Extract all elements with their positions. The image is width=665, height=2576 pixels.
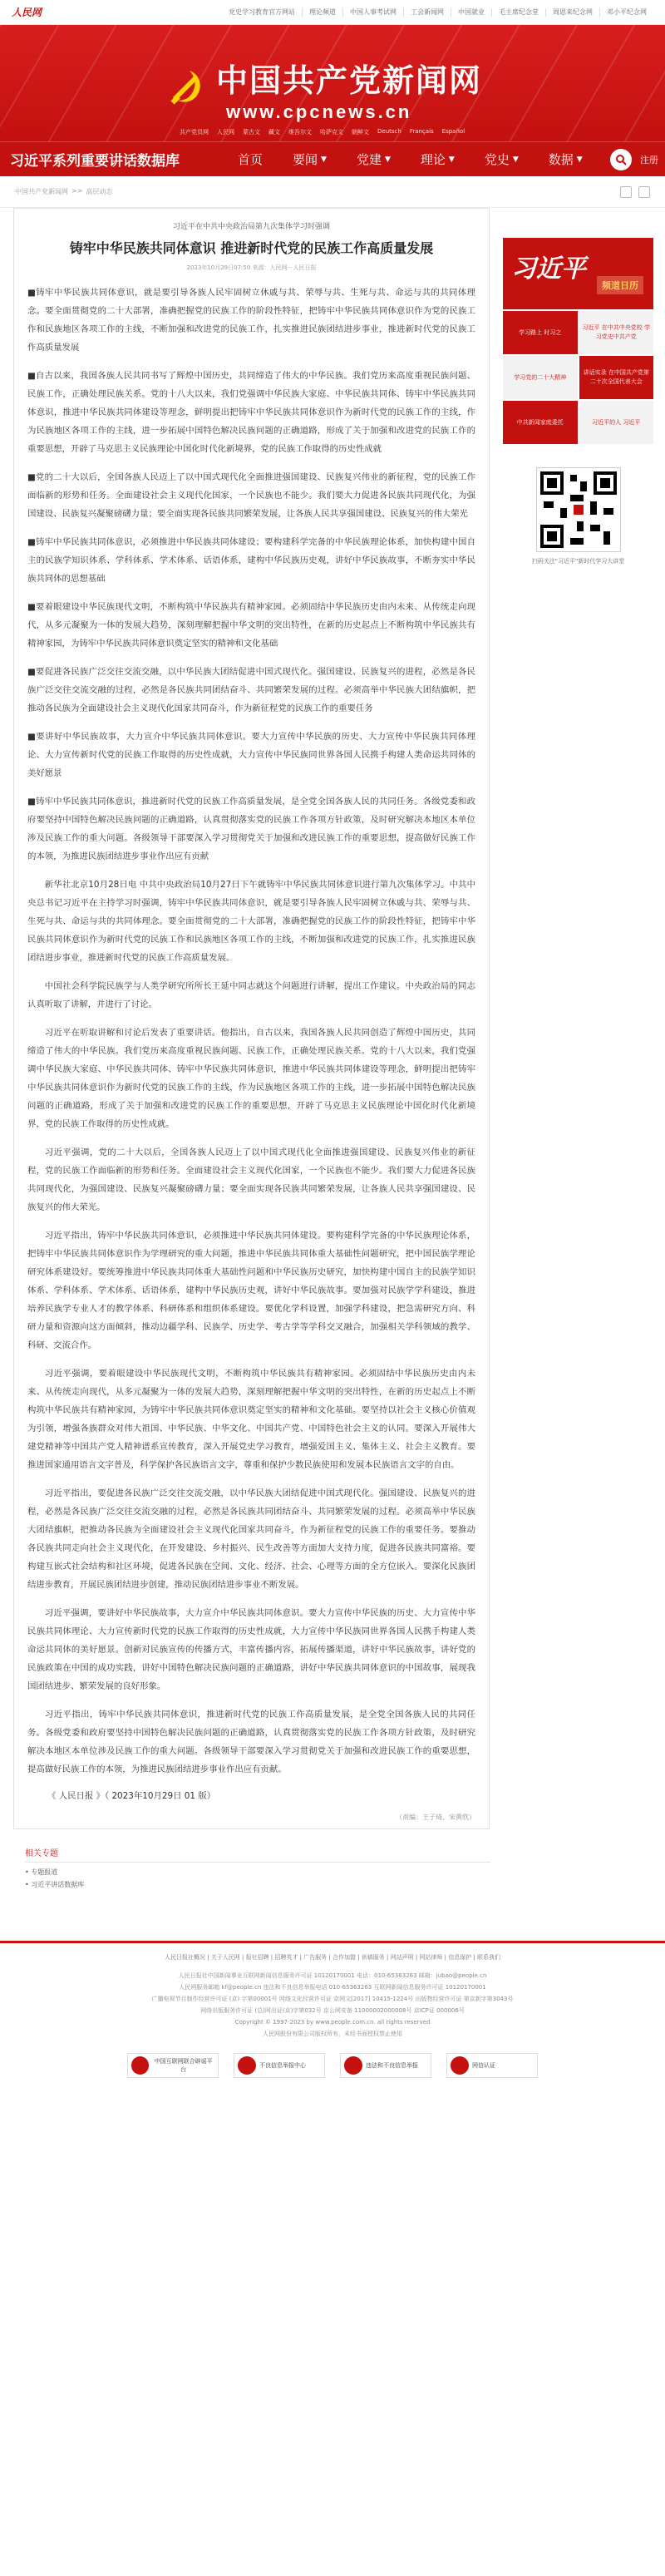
footer-badge[interactable] [446,2053,538,2078]
badge-icon [451,2056,469,2075]
language-link[interactable]: 共产党员网 [180,129,209,136]
article-source: 《 人民日报 》（ 2023年10月29日 01 版） [47,1791,216,1801]
breadcrumb-bar [0,176,665,208]
wechat-share-icon[interactable] [620,186,632,198]
people-logo-text[interactable]: 人民网 [12,7,42,18]
language-link[interactable]: Deutsch [377,128,401,135]
article-paragraph: 习近平在听取讲解和讨论后发表了重要讲话。他指出，自古以来，我国各族人民共同创造了辉煌中国历史，共同缔造了伟大的中华民族。我们党历来高度重视民族问题、民族工作，正确处理民族关系。党的十八大以来，我们党强调中华民族大家庭、中华民族共同体、铸牢中华民族共同体意识，推进中华民族共同体建设等理念，鲜明提出把铸牢中华民族共同体意识作为新时代党的民族工作的主线，作为民族地区各项工作的主线，进一步拓展中国特色解决民族问题的正确道路，形成了关于加强和改进党的民族工作的重要思想，开辟了马克思主义民族理论中国化时代化新境界，党的民族工作取得的历史性成就。 [27,1028,475,1129]
top-link[interactable]: 邓小平纪念网 [599,8,653,17]
chevron-down-icon: ▼ [576,155,583,164]
top-link[interactable]: 工会新闻网 [403,8,451,17]
nav-item-data[interactable] [534,151,598,168]
top-link[interactable]: 中国就业 [451,8,491,17]
nav-label: 党史 [484,152,510,167]
article-body [27,284,475,1779]
sidebar-tile[interactable]: 习近平的人 习近平 [579,401,654,444]
language-link[interactable]: Español [441,128,466,135]
share-icons [620,186,650,198]
search-icon [615,154,627,165]
article-paragraph: 新华社北京10月28日电 中共中央政治局10月27日下午就铸牢中华民族共同体意识进行第九次集体学习。中共中央总书记习近平在主持学习时强调，铸牢中华民族共同体意识，就是要引导各族人民牢固树立休戚与共、荣辱与共、生死与共、命运与共的共同体理念。要全面贯彻党的二十大部署，准确把握党的民族工作的阶段性特征，把铸牢中华民族共同体意识作为新时代党的民族工作和民族地区各项工作的主线，不断加强和改进党的民族工作，扎实推进民族团结进步事业，推进新时代党的民族工作高质量发展。 [27,880,475,963]
sidebar-tile[interactable]: 习近平 在中共中央党校 学习党史中共产党 [579,311,654,354]
breadcrumb [15,187,112,196]
sidebar-tile[interactable]: 讲话实录 在中国共产党第二十次全国代表大会 [579,356,654,399]
footer-badge[interactable] [127,2053,219,2078]
search-button[interactable] [610,149,632,170]
related-item[interactable]: • 习近平讲话数据库 [25,1881,85,1888]
nav-item-party-history[interactable] [470,151,534,168]
register-link[interactable]: 注册 [640,155,658,165]
badge-label: 不良信息举报中心 [259,2062,306,2069]
chevron-down-icon: ▼ [321,155,327,164]
weibo-share-icon[interactable] [638,186,650,198]
article [13,208,490,1829]
nav-item-party-building[interactable] [342,151,406,168]
site-footer [0,1941,665,2078]
language-link[interactable]: Français [409,128,434,135]
nav-item-news[interactable] [278,151,342,168]
top-link[interactable]: 党史学习教育官方网站 [229,7,295,16]
article-paragraph: 习近平强调，要着眼建设中华民族现代文明，不断构筑中华民族共有精神家园。必须固结中华民族历史由内未来、从传统走向现代，从多元凝聚为一体的发展大趋势，深刻理解把握中华文明的突出特性，在新的历史起点上不断构筑中华民族共有精神家园，为铸牢中华民族共同体意识奠定坚实的精神和文化基础。要坚持以社会主义核心价值观为引领，增强各族群众对伟大祖国、中华民族、中华文化、中国共产党、中国特色社会主义的认同。要深入开展伟大建党精神等中国共产党人精神谱系宣传教育，深入开展党史学习教育，增强爱国主义、集体主义、社会主义教育。要推进国家通用语言文字普及，科学保护各民族语言文字，尊重和保护少数民族使用和发展本民族语言文字的自由。 [27,1369,475,1470]
badge-icon [238,2056,256,2075]
related-topics [25,1846,490,1891]
article-byline: 2023年10月29日07:50 来源：人民网－人民日报 [186,264,317,271]
article-paragraph: 习近平强调，党的二十大以后，全国各族人民迈上了以中国式现代化全面推进强国建设、民族复兴伟业的新征程，党的民族工作面临新的形势和任务。全面建设社会主义现代化国家，一个民族也不能少。我们要大力促进各民族共同现代化，为强国建设、民族复兴凝聚磅礴力量；要全面实现各民族共同繁荣发展，让各族人民共享强国建设、民族复兴的伟大荣光。 [27,1147,475,1212]
chevron-down-icon: ▼ [512,155,519,164]
badge-icon [344,2056,362,2075]
article-paragraph: ■党的二十大以后，全国各族人民迈上了以中国式现代化全面推进强国建设、民族复兴伟业的新征程，党的民族工作面临新的形势和任务。全面建设社会主义现代化国家，一个民族也不能少。我们要大力促进各民族共同现代化，为强国建设、民族复兴凝聚磅礴力量；要全面实现各民族共同繁荣发展，让各族人民共享强国建设、民族复兴的伟大荣光 [27,472,475,519]
language-link[interactable]: 维吾尔文 [288,129,312,136]
footer-badge[interactable] [234,2053,325,2078]
footer-line: 人民日报社中国新闻事业互联网新闻信息服务许可证 10120170001 电话：010-65363263 邮箱：jubao@people.cn [178,1972,487,1979]
nav-label: 党建 [356,152,382,167]
top-link[interactable]: 中国人事考试网 [342,8,403,17]
sidebar [503,208,653,1829]
nav-right [610,142,658,177]
top-link[interactable]: 毛主席纪念堂 [491,8,545,17]
language-link[interactable]: 蒙古文 [243,129,260,136]
top-link[interactable]: 理论频道 [302,8,342,17]
related-item-label: 习近平讲话数据库 [31,1881,85,1888]
article-editor: （责编：王子琦、宋黄欣） [396,1814,475,1821]
site-url: www.cpcnews.cn [226,101,412,122]
content-wrap [0,208,665,1829]
chevron-down-icon: ▼ [384,155,391,164]
site-banner [0,25,665,141]
footer-badges [0,2053,665,2078]
breadcrumb-item[interactable]: 中国共产党新闻网 [15,188,68,195]
related-item[interactable]: • 专题报道 [25,1868,58,1876]
footer-line: 人民网服务邮箱 kf@people.cn 违法和不良信息举报电话 010-65363263 互联网新闻信息服务许可证 10120170001 [179,1984,486,1991]
sidebar-tile[interactable]: 中共新闻家庭委托 [503,401,578,444]
footer-line: Copyright © 1997-2023 by www.people.com.cn. all rights reserved [234,2019,431,2026]
related-list [25,1866,490,1891]
badge-icon [131,2056,149,2075]
nav-label: 要闻 [293,152,318,167]
article-paragraph: ■铸牢中华民族共同体意识，就是要引导各族人民牢固树立休戚与共、荣辱与共、生死与共、命运与共的共同体理念。要全面贯彻党的二十大部署，准确把握党的民族工作的阶段性特征，把铸牢中华民族共同体意识作为党的民族工作和民族地区各项工作的主线，不断加强和改进党的民族工作，扎实推进民族团结进步事业，推进新时代党的民族工作高质量发展 [27,288,475,353]
top-link[interactable]: 周恩来纪念网 [545,8,599,17]
chevron-down-icon: ▼ [448,155,455,164]
footer-line: 广播电视节目制作经营许可证 (京) 字第00001号 网络文化经营许可证 京网文[2017] 10415-1224号 出版物经营许可证 第京新字第3043号 [151,1996,514,2002]
language-link[interactable]: 藏文 [268,129,280,136]
badge-label: 网信认证 [472,2062,495,2069]
database-name[interactable]: 习近平系列重要讲话数据库 [10,153,180,170]
footer-line: 人民网股份有限公司版权所有，未经书面授权禁止使用 [263,2031,402,2037]
article-paragraph: 习近平指出，要促进各民族广泛交往交流交融，以中华民族大团结促进中国式现代化。强国建设、民族复兴的进程，必然是各民族广泛交往交流交融的过程，必然是各民族共同团结奋斗、共同繁荣发展的过程。必须高举中华民族大团结旗帜，把推动各民族为全面建设社会主义现代化国家共同奋斗，作为新征程党的民族工作的重要任务。要推动各民族共同走向社会主义现代化，在开发建设、乡村振兴、民生改善等方面加大支持力度，促进各民族共同富裕。要构建互嵌式社会结构和社区环境，促进各民族在空间、文化、经济、社会、心理等方面的全方位嵌入。要深化民族团结进步教育，开展民族团结进步创建，推动民族团结进步事业不断发展。 [27,1488,475,1590]
language-links [180,128,465,136]
article-paragraph: 习近平指出，铸牢中华民族共同体意识，必须推进中华民族共同体建设。要构建科学完备的中华民族理论体系，把铸牢中华民族共同体意识作为学理研究的重大问题，推进中华民族共同体重大基础性问题研究，把中国民族学理论研究体系建设好。要统筹推进中华民族共同体重大基础性问题和中华民族历史研究，加快构建中国自主的民族学知识体系、学科体系、学术体系、话语体系，建构中华民族历史观，讲好中华民族故事。要加强对民族学学科建设，推进培养民族学专业人才的教学体系、科研体系和组织体系建设。要优化学科设置，加强学科建设，把急需研究方向、科研力量和资源向这方面倾斜，推动边疆学科、民族学、历史学、考古学等学科交叉融合，加强相关学科领域的教学、科研、交流合作。 [27,1231,475,1350]
article-paragraph: ■自古以来，我国各族人民共同书写了辉煌中国历史，共同缔造了伟大的中华民族。我们党历来高度重视民族问题、民族工作，正确处理民族关系。党的十八大以来，我们党强调中华民族大家庭、中华民族共同体、铸牢中华民族共同体意识，推进中华民族共同体建设等理念，鲜明提出把铸牢中华民族共同体意识作为新时代党的民族工作的主线，作为民族地区各项工作的主线，进一步拓展中国特色解决民族问题的正确道路，形成了关于加强和改进党的民族工作的重要思想，开辟了马克思主义民族理论中国化时代化新境界，党的民族工作取得的历史性成就 [27,371,475,454]
sidebar-tile[interactable]: 学习党的二十大精神 [503,356,578,399]
breadcrumb-separator: >> [71,187,83,195]
sidebar-grid [503,311,653,444]
main-nav [0,141,665,176]
top-links [222,8,653,17]
article-headline: 铸牢中华民族共同体意识 推进新时代党的民族工作高质量发展 [69,240,434,256]
nav-items [223,151,598,168]
article-paragraph: ■铸牢中华民族共同体意识，推进新时代党的民族工作高质量发展，是全党全国各族人民的共同任务。各级党委和政府要坚持中国特色解决民族问题的正确道路，认真贯彻落实党的民族工作各项方针政策，及时研究解决本地区本单位涉及民族工作的重大问题。各级领导干部要深入学习贯彻党关于加强和改进民族工作的重要思想，提高做好民族工作的本领，为推进民族团结进步事业作出应有贡献 [27,797,475,861]
footer-badge[interactable] [340,2053,431,2078]
footer-line: 网络出版服务许可证 (总)网出证(京)字第032号 京公网安备 11000002000008号 京ICP证 000006号 [200,2007,465,2014]
sidebar-brand: 习近平 [511,254,586,284]
qr-code-image [537,468,620,551]
nav-label: 首页 [238,152,264,167]
related-title: 相关专题 [25,1846,490,1863]
badge-label: 中国互联网联合辟谣平台 [154,2058,213,2073]
nav-label: 理论 [420,152,446,167]
article-paragraph: 习近平强调，要讲好中华民族故事，大力宣介中华民族共同体意识。要大力宣传中华民族的历史、大力宣传中华民族共同体理论、大力宣传新时代党的民族工作取得的历史性成就，大力宣传中华民族同世界各国人民携手构建人类命运共同体的美好愿景。创新对民族宣传的传播方式，丰富传播内容，拓展传播渠道，讲好中华民族故事，讲好党的民族政策在中国的成功实践，讲好中国特色解决民族问题的正确道路，讲好中华民族共同体意识的中国故事，展现我国团结进步、繁荣发展的良好形象。 [27,1608,475,1691]
article-paragraph: 中国社会科学院民族学与人类学研究所所长王延中同志就这个问题进行讲解，提出工作建议。中央政治局的同志认真听取了讲解，并进行了讨论。 [27,981,475,1009]
nav-label: 数据 [548,152,574,167]
article-paragraph: ■铸牢中华民族共同体意识，必须推进中华民族共同体建设；要构建科学完备的中华民族理论体系，加快构建中国自主的民族学知识体系、学科体系、学术体系、话语体系，建构中华民族历史观，讲好中华民族故事，不断夯实中华民族共同体的思想基础 [27,537,475,584]
qr-caption: 扫码关注"习近平"新时代学习大讲堂 [531,558,625,565]
qr-code [536,467,621,552]
related-item-label: 专题报道 [31,1868,58,1876]
article-subtitle: 习近平在中共中央政治局第九次集体学习时强调 [172,223,330,231]
badge-label: 违法和不良信息举报 [366,2062,418,2069]
people-logo[interactable] [12,5,42,19]
article-paragraph: 习近平指出，铸牢中华民族共同体意识，推进新时代党的民族工作高质量发展，是全党全国各族人民的共同任务。各级党委和政府要坚持中国特色解决民族问题的正确道路，认真贯彻落实党的民族工作各项方针政策，及时研究解决本地区本单位涉及民族工作的重大问题。各级领导干部要深入学习贯彻党关于加强和改进民族工作的重要思想，提高做好民族工作的本领，为推进民族团结进步事业作出应有贡献。 [27,1710,475,1774]
breadcrumb-item[interactable]: 高层动态 [86,188,113,195]
site-title[interactable]: 中国共产党新闻网 [216,62,483,99]
language-link[interactable]: 人民网 [217,129,234,136]
article-paragraph: ■要促进各民族广泛交往交流交融，以中华民族大团结促进中国式现代化。强国建设、民族复兴的进程，必然是各民族广泛交往交流交融的过程，必然是各民族共同团结奋斗、共同繁荣发展的过程。必须高举中华民族大团结旗帜，把推动各民族为全面建设社会主义现代化国家共同奋斗，作为新征程党的民族工作的重要任务 [27,667,475,713]
article-paragraph: ■要讲好中华民族故事，大力宣介中华民族共同体意识。要大力宣传中华民族的历史、大力宣传中华民族共同体理论、大力宣传新时代党的民族工作取得的历史性成就，大力宣传中华民族同世界各国人民携手构建人类命运共同体的美好愿景 [27,732,475,778]
calendar-label: 频道日历 [597,276,643,294]
nav-item-home[interactable] [223,151,278,168]
sidebar-header[interactable] [503,238,653,309]
footer-links[interactable]: 人民日报社概况 | 关于人民网 | 报社招聘 | 招聘英才 | 广告服务 | 合作加盟 | 供稿服务 | 网站声明 | 网站律师 | 信息保护 | 联系我们 [164,1954,501,1961]
article-paragraph: ■要着眼建设中华民族现代文明，不断构筑中华民族共有精神家园。必须固结中华民族历史由内未来、从传统走向现代，从多元凝聚为一体的发展大趋势，深刻理解把握中华文明的突出特性，在新的历史起点上不断构筑中华民族共有精神家园，为铸牢中华民族共同体意识奠定坚实的精神和文化基础 [27,602,475,649]
top-bar [0,0,665,25]
language-link[interactable]: 朝鲜文 [352,129,369,136]
nav-item-theory[interactable] [406,151,470,168]
party-emblem-icon [165,66,206,107]
language-link[interactable]: 哈萨克文 [320,129,343,136]
sidebar-tile[interactable]: 学习路上 时习之 [503,311,578,354]
